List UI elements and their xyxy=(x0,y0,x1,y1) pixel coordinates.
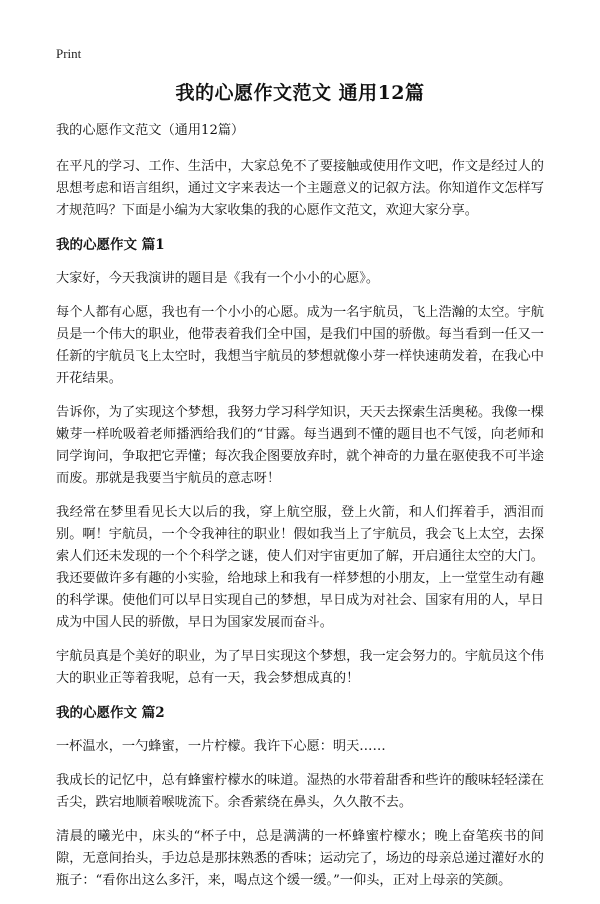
paragraph: 宇航员真是个美好的职业，为了早日实现这个梦想，我一定会努力的。宇航员这个伟大的职业正等着我呢，总有一天，我会梦想成真的！ xyxy=(56,649,544,686)
paragraph: 每个人都有心愿，我也有一个小小的心愿。成为一名宇航员，飞上浩瀚的太空。宇航员是一个伟大的职业，他带表着我们全中国，是我们中国的骄傲。每当看到一任又一任新的宇航员飞上太空时，我想当宇航员的梦想就像小芽一样快速萌发着，在我心中开花结果。 xyxy=(56,305,544,386)
paragraph: 我成长的记忆中，总有蜂蜜柠檬水的味道。湿热的水带着甜香和些许的酸味轻轻漾在舌尖，跌宕地顺着喉咙流下。余香萦绕在鼻头，久久散不去。 xyxy=(56,773,544,810)
article-subtitle: 我的心愿作文范文（通用12篇） xyxy=(56,123,245,138)
article-body xyxy=(56,120,544,904)
paragraph: 大家好，今天我演讲的题目是《我有一个小小的心愿》。 xyxy=(56,271,380,286)
intro-paragraph: 在平凡的学习、工作、生活中，大家总免不了要接触或使用作文吧，作文是经过人的思想考虑和语言组织，通过文字来表达一个主题意义的记叙方法。你知道作文怎样写才规范吗？下面是小编为大家收集的我的心愿作文范文，欢迎大家分享。 xyxy=(56,159,544,218)
paragraph: 一杯温水，一勺蜂蜜，一片柠檬。我许下心愿：明天…… xyxy=(56,739,386,754)
paragraph: 我经常在梦里看见长大以后的我，穿上航空服，登上火箭，和人们挥着手，洒泪而别。啊！宇航员，一个令我神往的职业！假如我当上了宇航员，我会飞上太空，去探索人们还未发现的一个个科学之谜，使人们对宇宙更加了解，开启通往太空的大门。我还要做许多有趣的小实验，给地球上和我有一样梦想的小朋友，上一堂堂生动有趣的科学课。使他们可以早日实现自己的梦想，早日成为对社会、国家有用的人，早日成为中国人民的骄傲，早日为国家发展而奋斗。 xyxy=(56,505,544,630)
paragraph: 告诉你，为了实现这个梦想，我努力学习科学知识，天天去探索生活奥秘。我像一棵嫩芽一样吮吸着老师播洒给我们的“甘露。每当遇到不懂的题目也不气馁，向老师和同学询问，争取把它弄懂；每次我企图要放弃时，就个神奇的力量在驱使我不可半途而废。那就是我要当宇航员的意志呀！ xyxy=(56,405,544,486)
section-heading: 我的心愿作文 篇2 xyxy=(56,705,165,721)
section-heading: 我的心愿作文 篇1 xyxy=(56,237,165,253)
paragraph: 清晨的曦光中，床头的“杯子中，总是满满的一杯蜂蜜柠檬水；晚上奋笔疾书的间隙，无意间抬头，手边总是那抹熟悉的香味；运动完了，场边的母亲总递过灌好水的瓶子：“看你出这么多汗，来，喝点这个缓一缓。”一仰头，正对上母亲的笑颜。 xyxy=(56,829,544,888)
print-link[interactable]: Print xyxy=(56,46,82,61)
document-title: 我的心愿作文范文 通用12篇 xyxy=(175,82,425,104)
